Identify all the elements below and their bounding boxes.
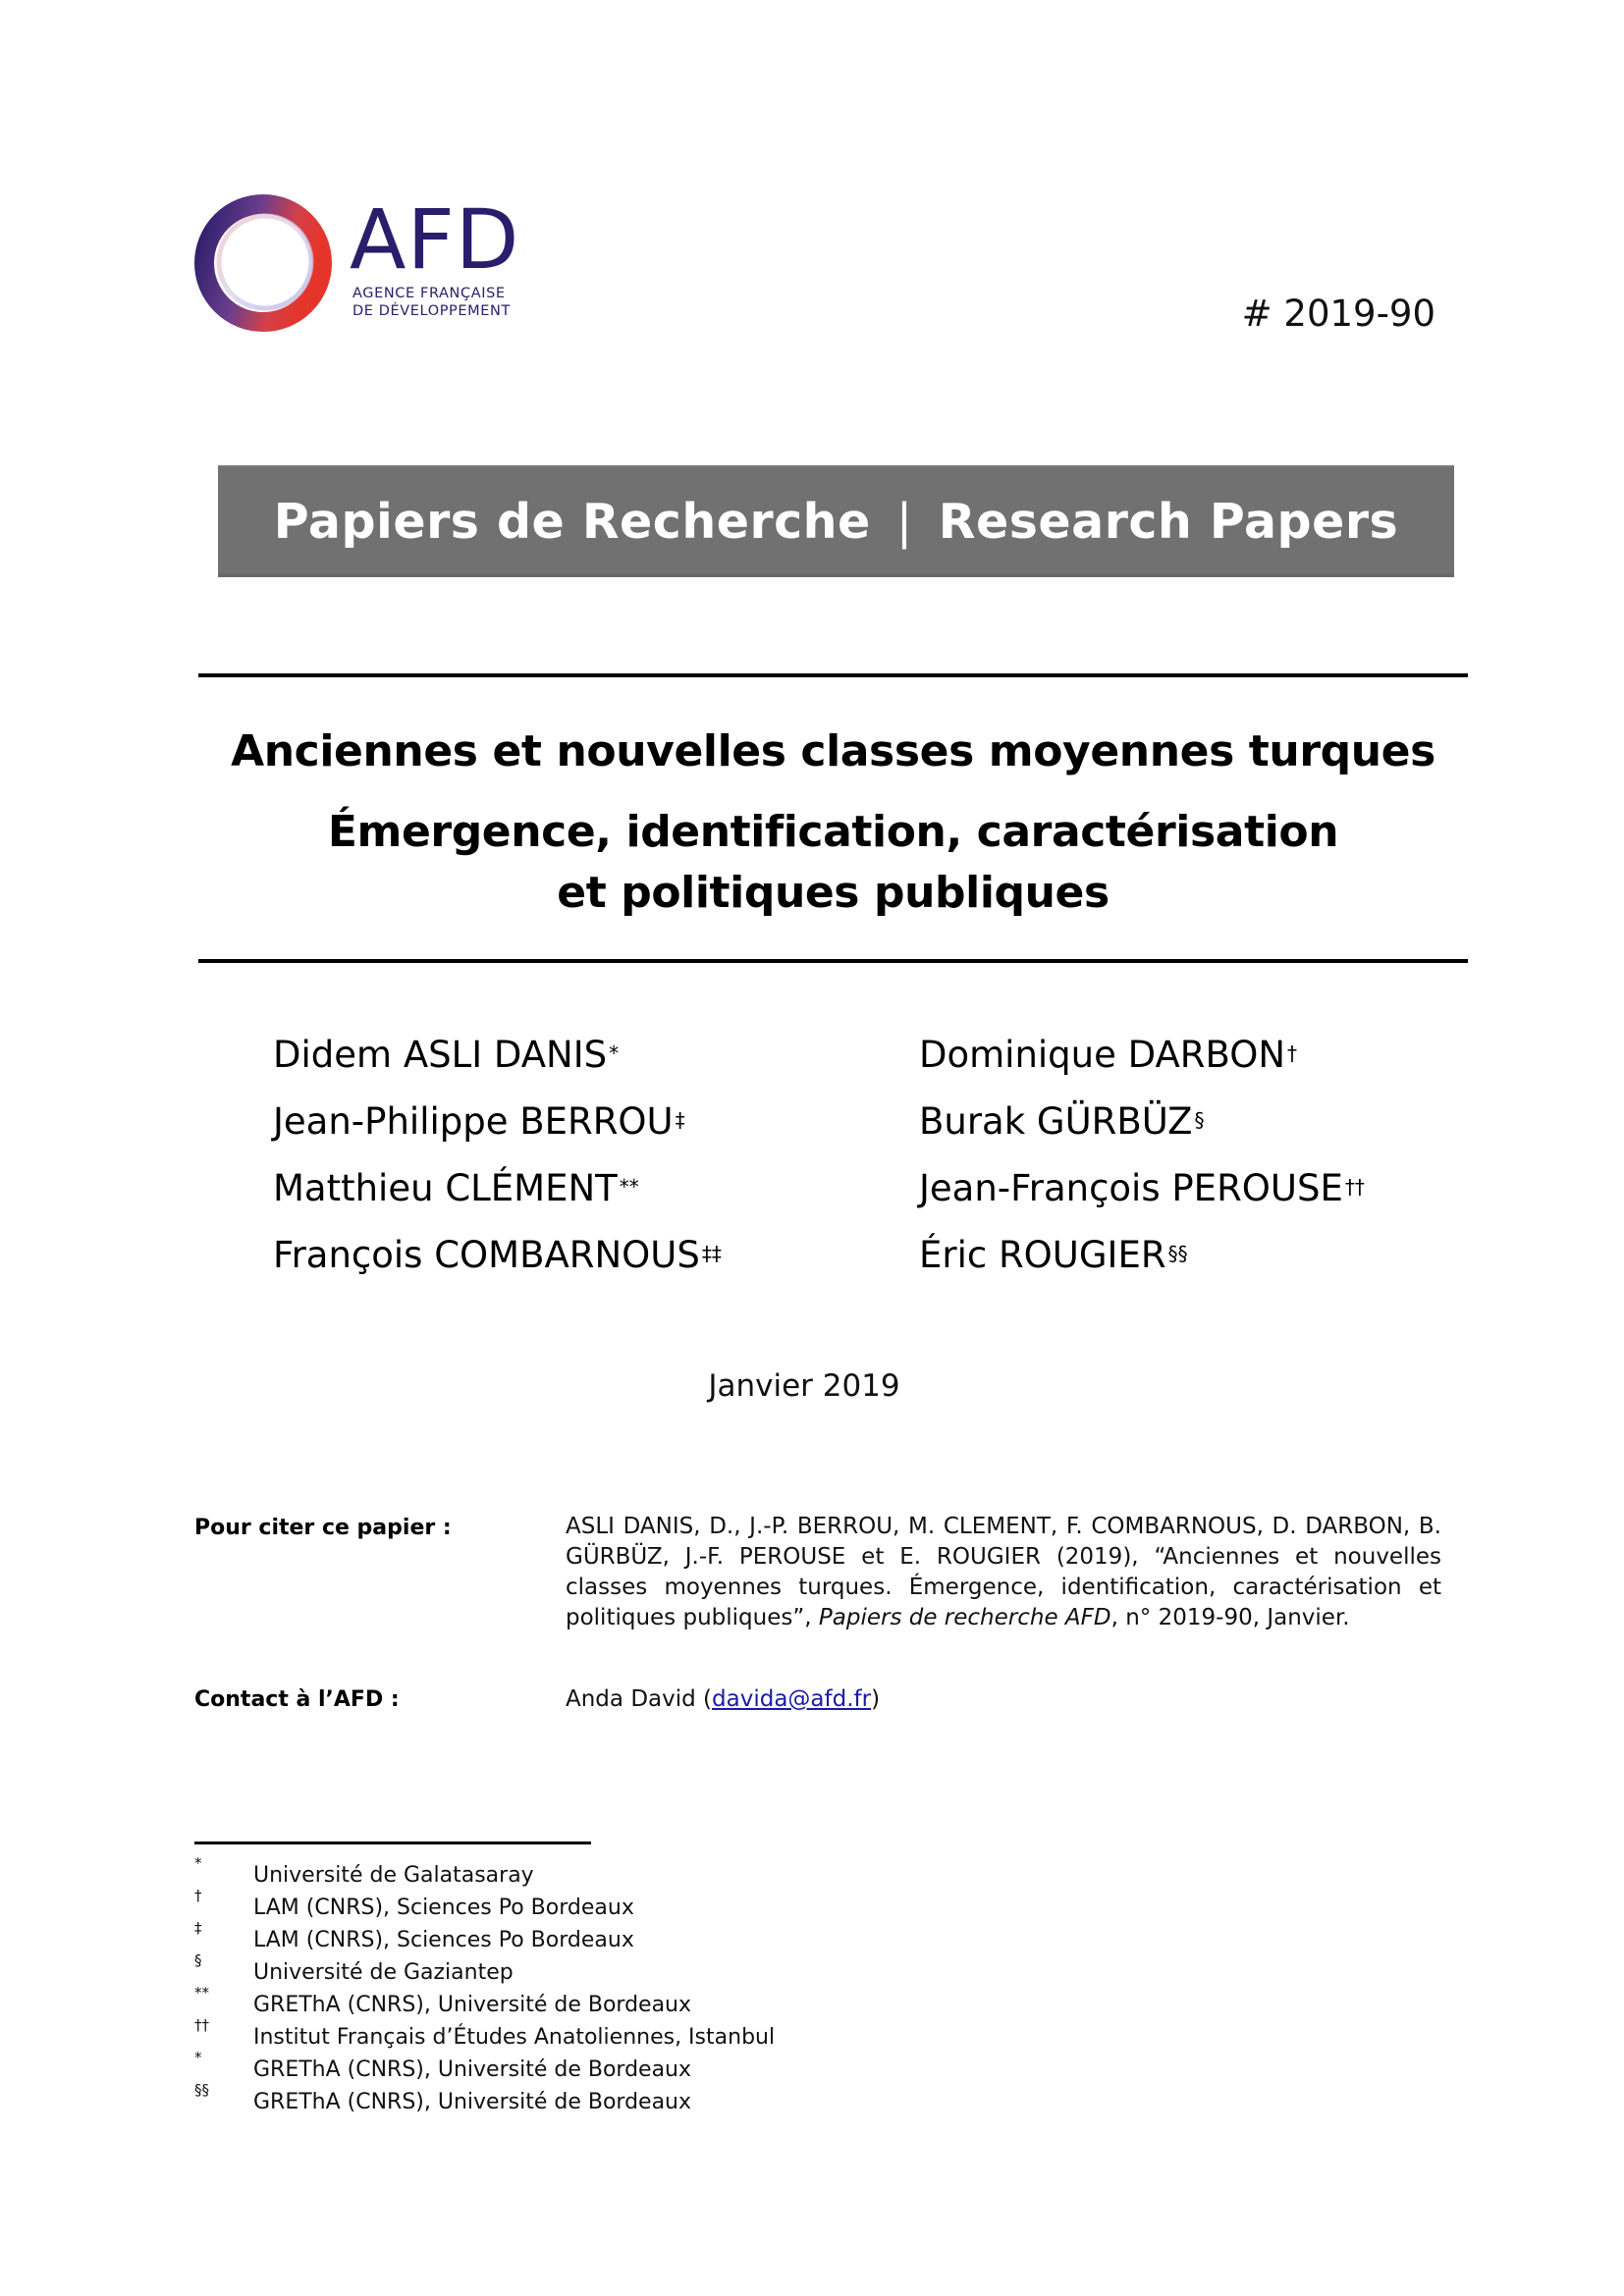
footnote-mark: * xyxy=(194,1854,202,1872)
contact-label: Contact à l’AFD : xyxy=(194,1687,400,1712)
footnote-mark: †† xyxy=(1344,1175,1365,1199)
title-rule-top xyxy=(198,673,1468,677)
title-line-3: et politiques publiques xyxy=(557,868,1110,918)
footnote-mark: § xyxy=(194,1951,202,1969)
title-rule-bottom xyxy=(198,959,1468,963)
logo-letters: AFD xyxy=(350,191,520,288)
title-line-2: Émergence, identification, caractérisation xyxy=(327,807,1339,857)
logo-subtitle-line1: AGENCE FRANÇAISE xyxy=(352,286,506,301)
footnote-mark: ‡‡ xyxy=(701,1242,722,1265)
series-banner xyxy=(218,465,1454,577)
citation-journal: Papiers de recherche AFD xyxy=(818,1605,1111,1630)
contact-name: Anda David xyxy=(566,1686,696,1712)
footnote-mark: §§ xyxy=(194,2081,209,2099)
author: Jean-François PEROUSE †† xyxy=(919,1167,1365,1209)
publication-date: Janvier 2019 xyxy=(708,1368,900,1404)
citation-text: ASLI DANIS, D., J.-P. BERROU, M. CLEMENT, F. COMBARNOUS, D. DARBON, B. GÜRBÜZ, J.-F. PEROUSE et E. ROUGIER (2019), “Anciennes et nouvelles classes moyennes turques. Émergence, identification, caractérisation et politiques publiques”, Papiers de recherche AFD, n° 2019-90, Janvier. xyxy=(566,1514,1441,1630)
author: Matthieu CLÉMENT ** xyxy=(273,1167,639,1209)
author: Éric ROUGIER §§ xyxy=(919,1234,1188,1276)
afd-ring-icon xyxy=(192,192,334,334)
author: Dominique DARBON † xyxy=(919,1034,1298,1076)
footnote-mark: † xyxy=(1287,1041,1298,1065)
author: François COMBARNOUS ‡‡ xyxy=(273,1234,722,1276)
banner-english: Research Papers xyxy=(938,493,1399,550)
footnote-mark: * xyxy=(194,2049,202,2066)
title-line-1: Anciennes et nouvelles classes moyennes turques xyxy=(231,726,1435,776)
footnote-mark: † xyxy=(194,1887,202,1904)
footnote-mark: ** xyxy=(619,1175,639,1199)
afd-logo xyxy=(192,192,546,335)
footnote-separator xyxy=(194,1842,591,1844)
footnote-mark: †† xyxy=(194,2016,209,2034)
footnote-mark: ** xyxy=(194,1984,209,2002)
footnote-mark: §§ xyxy=(1167,1242,1188,1265)
contact-value: Anda David (davida@afd.fr) xyxy=(566,1686,881,1712)
cite-label: Pour citer ce papier : xyxy=(194,1516,452,1540)
author: Burak GÜRBÜZ § xyxy=(919,1100,1205,1143)
banner-french: Papiers de Recherche xyxy=(273,493,871,550)
footnote-mark: ‡ xyxy=(194,1919,202,1937)
footnote-mark: ‡ xyxy=(675,1108,685,1132)
author: Didem ASLI DANIS * xyxy=(273,1034,620,1076)
logo-subtitle-line2: DE DÉVELOPPEMENT xyxy=(352,303,511,319)
paper-number: # 2019-90 xyxy=(1241,293,1435,335)
contact-email-link[interactable]: davida@afd.fr xyxy=(712,1686,872,1712)
footnote-mark: § xyxy=(1194,1108,1205,1132)
footnote-mark: * xyxy=(609,1041,620,1065)
author: Jean-Philippe BERROU ‡ xyxy=(273,1100,685,1143)
banner-separator: | xyxy=(895,493,913,550)
